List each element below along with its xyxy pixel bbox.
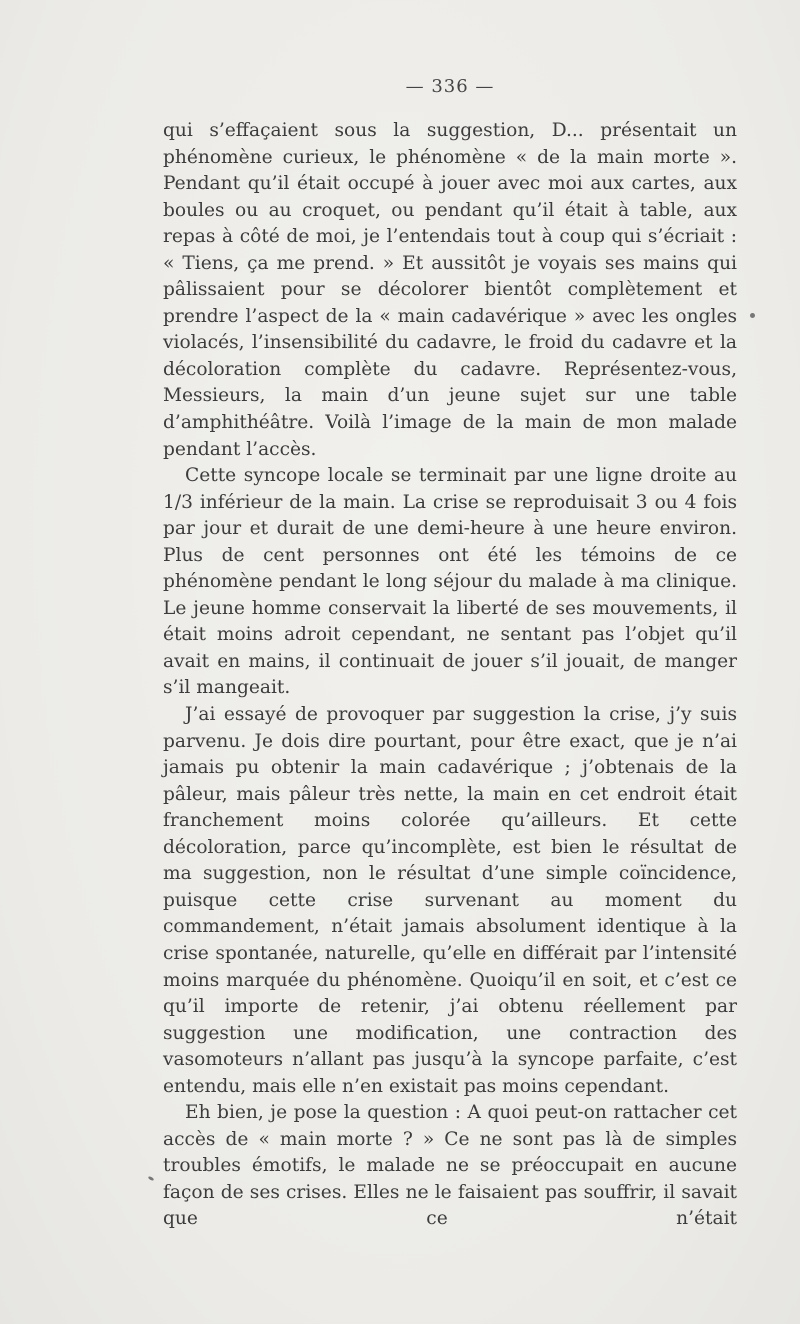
paragraph-1: qui s’effaçaient sous la suggestion, D... présentait un phénomène curieux, le phénomène « de la main morte ». Pendant qu’il était occupé à jouer avec moi aux cartes, aux boules ou au croquet, ou pendant qu’il était à table, aux repas à côté de moi, je l’entendais tout à coup qui s’écriait : « Tiens, ça me prend. » Et aussitôt je voyais ses mains qui pâlissaient pour se décolorer bientôt complètement et prendre l’aspect de la « main cadavérique » avec les ongles violacés, l’insensibilité du cadavre, le froid du cadavre et la décoloration complète du cadavre. Représentez-vous, Messieurs, la main d’un jeune sujet sur une table d’amphithéâtre. Voilà l’image de la main de mon malade pendant l’accès. xyxy=(163,120,737,460)
ink-speck-icon xyxy=(148,1176,155,1182)
margin-mark-icon xyxy=(750,313,755,318)
paragraph-4: Eh bien, je pose la question : A quoi peut-on rattacher cet accès de « main morte ? » Ce ne sont pas là de simples troubles émotifs, le malade ne se préoccupait en aucune façon de ses crises. Elles ne le faisaient pas souffrir, il savait que ce n’était xyxy=(163,1102,737,1230)
body-text xyxy=(163,118,737,1233)
page-number: — 336 — xyxy=(405,76,495,97)
paragraph-3: J’ai essayé de provoquer par suggestion la crise, j’y suis parvenu. Je dois dire pourtant, pour être exact, que je n’ai jamais pu obtenir la main cadavérique ; j’obtenais de la pâleur, mais pâleur très nette, la main en cet endroit était franchement moins colorée qu’ailleurs. Et cette décoloration, parce qu’incomplète, est bien le résultat de ma suggestion, non le résultat d’une simple coïncidence, puisque cette crise survenant au moment du commandement, n’était jamais absolument identique à la crise spontanée, naturelle, qu’elle en différait par l’intensité moins marquée du phénomène. Quoiqu’il en soit, et c’est ce qu’il importe de retenir, j’ai obtenu réellement par suggestion une modification, une contraction des vasomoteurs n’allant pas jusqu’à la syncope parfaite, c’est entendu, mais elle n’en existait pas moins cependant. xyxy=(163,704,737,1097)
paragraph-2: Cette syncope locale se terminait par une ligne droite au 1/3 inférieur de la main. La crise se reproduisait 3 ou 4 fois par jour et durait de une demi-heure à une heure environ. Plus de cent personnes ont été les témoins de ce phénomène pendant le long séjour du malade à ma clinique. Le jeune homme conservait la liberté de ses mouvements, il était moins adroit cependant, ne sentant pas l’objet qu’il avait en mains, il continuait de jouer s’il jouait, de manger s’il mangeait. xyxy=(163,465,737,699)
